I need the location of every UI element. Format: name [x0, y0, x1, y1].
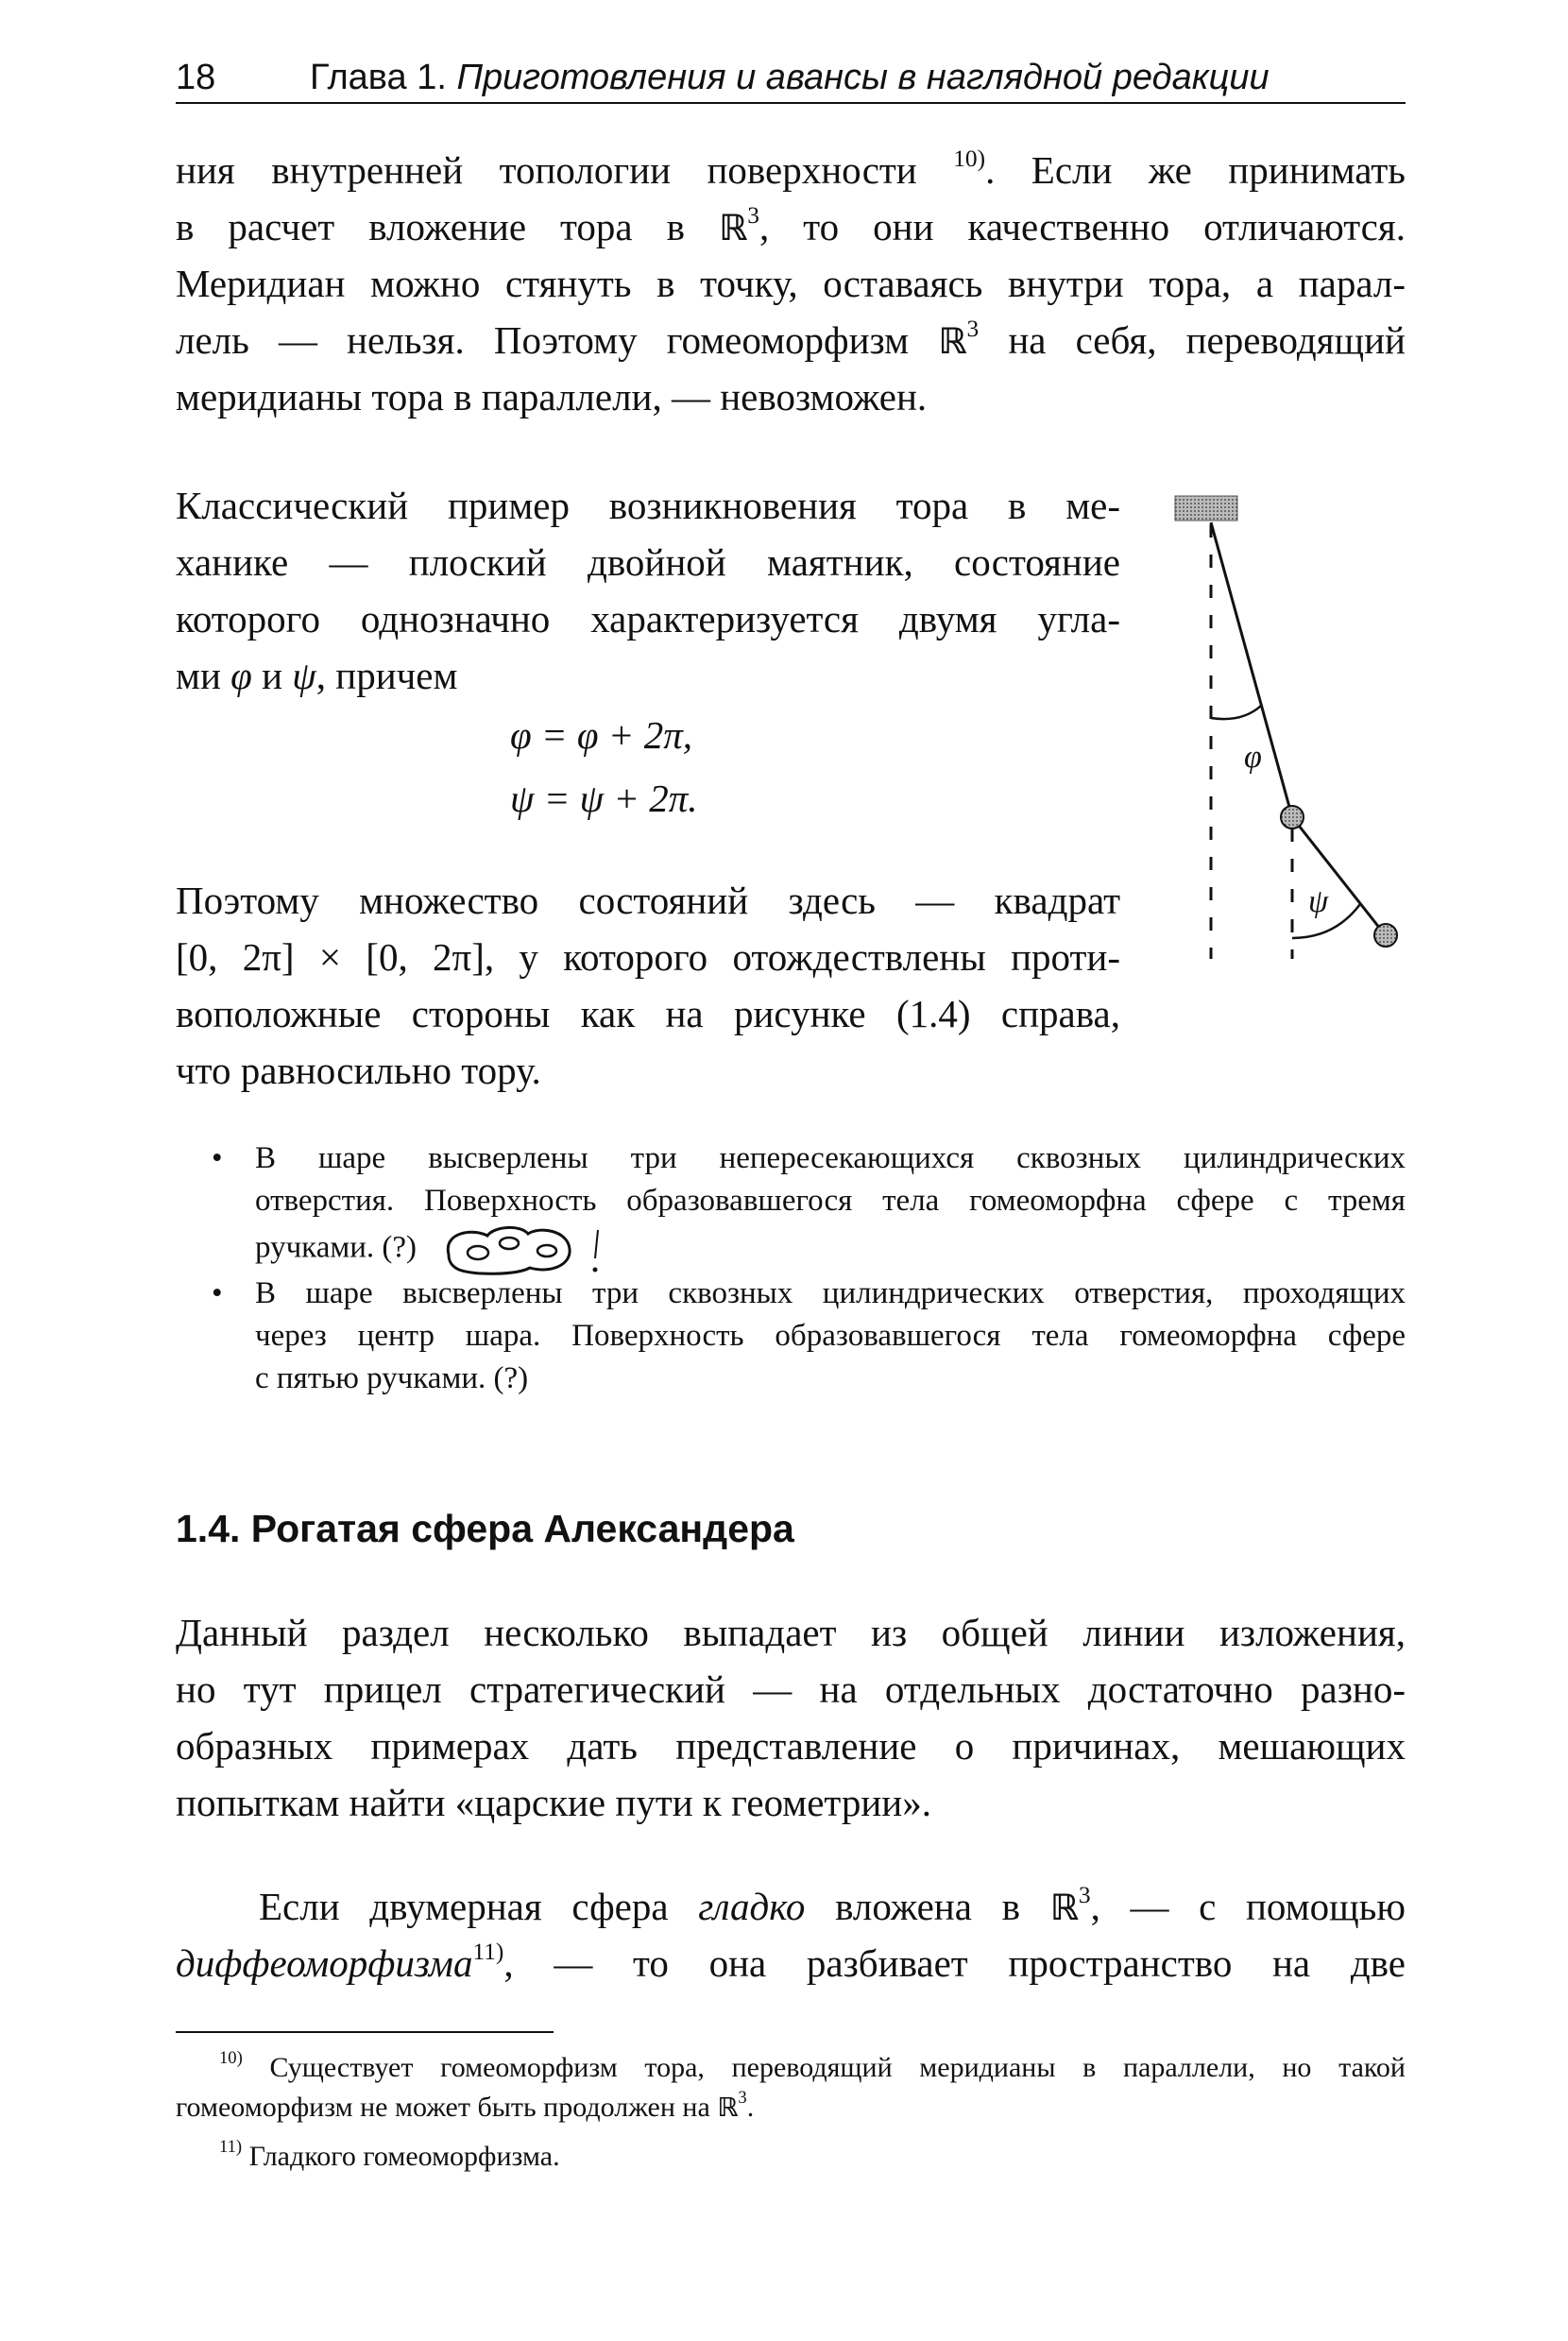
list-item — [176, 1273, 1406, 1400]
text-span: гомеоморфизм не может быть продолжен на — [176, 2092, 718, 2123]
emphasis: диффеоморфизма — [176, 1941, 473, 1985]
exponent: 3 — [747, 201, 759, 229]
text-line: воположные стороны как на рисунке (1.4) справа, — [176, 992, 1120, 1035]
reals-symbol: ℝ — [938, 320, 967, 362]
text-line: Классический пример возникновения тора в ме- — [176, 484, 1120, 527]
text-span: лель — нельзя. Поэтому гомеоморфизм — [176, 318, 939, 362]
paragraph-double-pendulum — [176, 477, 1120, 704]
reals-symbol: ℝ — [1049, 1887, 1079, 1928]
footnote-10 — [176, 2048, 1406, 2127]
text-line — [176, 2048, 1406, 2088]
text-line — [176, 1878, 1406, 1935]
formula-psi: ψ = ψ + 2π. — [510, 777, 698, 820]
footnote-ref-10: 10) — [953, 145, 986, 172]
three-handle-body-figure — [435, 1222, 605, 1277]
paragraph-state-square — [176, 872, 1120, 1099]
exponent: 3 — [1078, 1881, 1091, 1908]
header-rule — [176, 102, 1406, 104]
rod-2 — [1292, 817, 1384, 933]
reals-symbol: ℝ — [717, 2092, 739, 2123]
text-span: вложена в — [805, 1885, 1050, 1928]
text-span: ручками. (?) — [255, 1230, 418, 1265]
phi-label: φ — [1244, 740, 1262, 775]
phi-symbol: φ — [230, 654, 252, 697]
text-span: и — [251, 654, 293, 697]
text-line: которого однозначно характеризуется двумя угла- — [176, 597, 1120, 641]
angle-arc-phi — [1211, 706, 1261, 719]
text-span: Если двумерная сфера — [259, 1885, 699, 1928]
running-head — [310, 55, 1270, 100]
text-line: попыткам найти «царские пути к геометрии». — [176, 1781, 931, 1824]
text-line — [176, 1935, 1406, 1991]
body-outline — [448, 1227, 570, 1273]
exercise-list — [176, 1137, 1406, 1408]
text-span: . Если же принимать — [985, 148, 1406, 192]
hole-3 — [537, 1245, 556, 1256]
text-span: ния внутренней топологии поверхности — [176, 148, 917, 192]
bob-1 — [1281, 806, 1304, 829]
page-number: 18 — [176, 58, 216, 97]
text-span: , причем — [315, 654, 458, 697]
bob-2 — [1374, 924, 1397, 947]
text-line — [176, 647, 1120, 704]
section-heading: 1.4. Рогатая сфера Александера — [176, 1507, 794, 1550]
pivot-support — [1175, 496, 1237, 521]
paragraph-section-intro — [176, 1604, 1406, 1831]
chapter-label: Глава 1. — [310, 58, 447, 97]
text-line: Поэтому множество состояний здесь — квадрат — [176, 879, 1120, 922]
footnote-ref-11: 11) — [472, 1938, 504, 1965]
hole-2 — [500, 1238, 519, 1249]
text-span: Существует гомеоморфизм тора, переводящий меридианы в параллели, но такой — [242, 2052, 1406, 2083]
text-line: отверстия. Поверхность образовавшегося тела гомеоморфна сфере с тремя — [255, 1184, 1406, 1218]
chapter-title: Приготовления и авансы в наглядной редакции — [456, 58, 1270, 97]
footnote-11 — [176, 2137, 1406, 2177]
running-header — [176, 55, 1406, 100]
text-span: ми — [176, 654, 231, 697]
text-line: В шаре высверлены три сквозных цилиндрических отверстия, проходящих — [255, 1276, 1406, 1310]
psi-label: ψ — [1308, 884, 1329, 919]
text-line: образных примерах дать представление о причинах, мешающих — [176, 1724, 1406, 1768]
text-span: , — с помощью — [1090, 1885, 1406, 1928]
text-span: Гладкого гомеоморфизма. — [242, 2141, 560, 2172]
text-line: В шаре высверлены три непересекающихся сквозных цилиндрических — [255, 1141, 1406, 1175]
emphasis: гладко — [698, 1885, 806, 1928]
exponent: 3 — [966, 315, 980, 342]
text-line: через центр шара. Поверхность образовавшегося тела гомеоморфна сфере — [255, 1319, 1406, 1353]
text-line: с пятью ручками. (?) — [255, 1361, 529, 1395]
text-line — [176, 198, 1406, 255]
text-span: , то они качественно отличаются. — [758, 205, 1406, 248]
footnote-mark: 10) — [219, 2048, 243, 2069]
list-item — [176, 1137, 1406, 1265]
text-span: . — [746, 2092, 755, 2123]
footnote-mark: 11) — [219, 2137, 243, 2158]
text-line — [255, 1222, 1406, 1265]
text-line — [176, 2137, 1406, 2177]
text-line: Данный раздел несколько выпадает из общей линии изложения, — [176, 1611, 1406, 1654]
pen-mark — [595, 1230, 598, 1258]
text-line: ханике — плоский двойной маятник, состояние — [176, 540, 1120, 584]
footnotes — [176, 2048, 1406, 2177]
formula-phi: φ = φ + 2π, — [510, 713, 692, 757]
paragraph-smooth-embedding — [176, 1878, 1406, 1991]
footnote-rule — [176, 2031, 554, 2033]
text-line: что равносильно тору. — [176, 1049, 541, 1092]
bullet-marker: • — [212, 1276, 223, 1310]
text-line: но тут прицел стратегический — на отдельных достаточно разно- — [176, 1667, 1406, 1711]
hole-1 — [468, 1246, 488, 1259]
angle-identifications — [510, 704, 907, 830]
text-line — [176, 312, 1406, 368]
reals-symbol: ℝ — [719, 207, 748, 248]
exponent: 3 — [738, 2088, 747, 2109]
double-pendulum-figure — [1167, 487, 1422, 959]
text-span: , — то она разбивает пространство на две — [503, 1941, 1406, 1985]
text-line: Меридиан можно стянуть в точку, оставаясь внутри тора, а парал- — [176, 262, 1406, 305]
text-span: на себя, переводящий — [979, 318, 1406, 362]
bullet-marker: • — [212, 1141, 223, 1175]
text-line — [176, 142, 1406, 198]
psi-symbol: ψ — [292, 654, 316, 697]
text-line — [176, 2088, 1406, 2127]
text-line: меридианы тора в параллели, — невозможен. — [176, 375, 928, 419]
paragraph-torus-topology — [176, 142, 1406, 425]
pen-dot — [593, 1268, 598, 1273]
text-line: [0, 2π] × [0, 2π], у которого отождествлены проти- — [176, 935, 1120, 979]
text-span: в расчет вложение тора в — [176, 205, 720, 248]
